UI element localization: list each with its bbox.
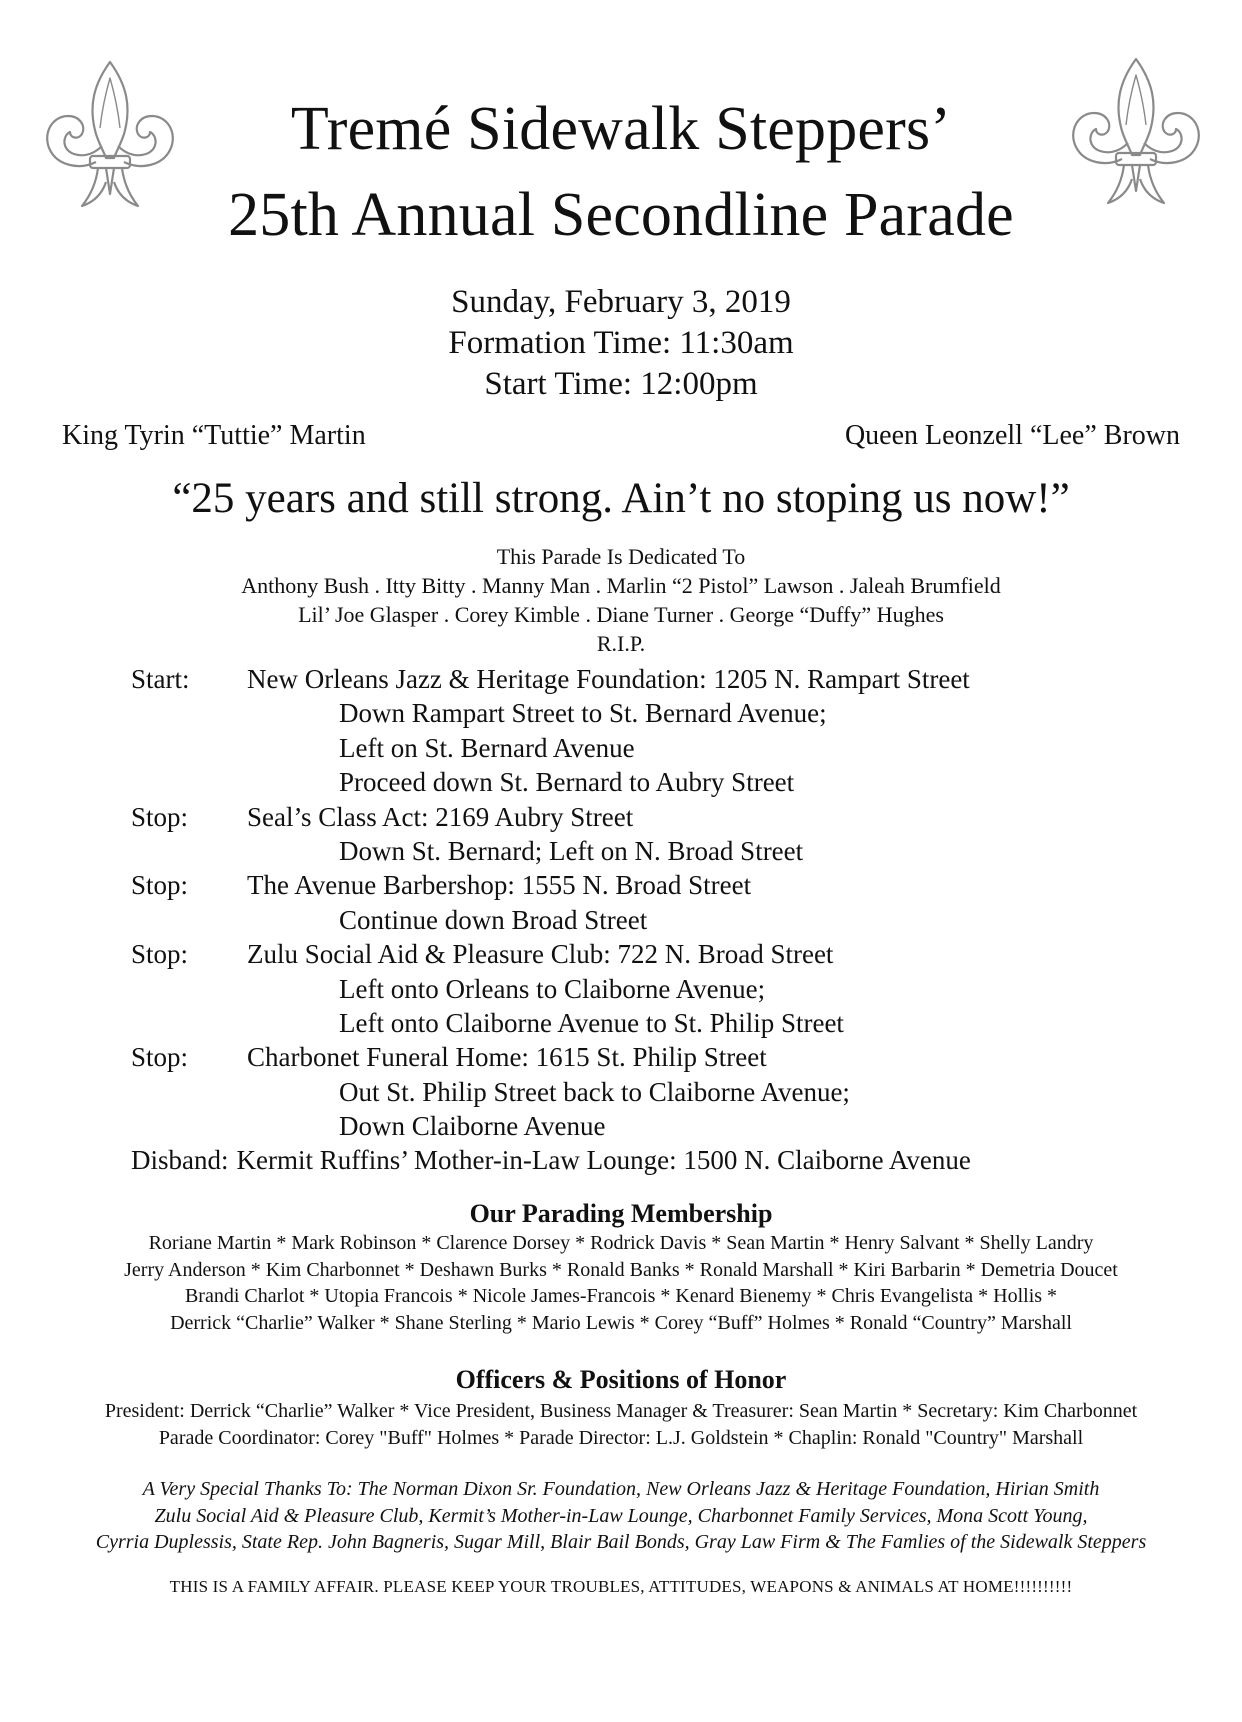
route-row (131, 868, 1211, 902)
dedication-rip: R.I.P. (596, 631, 646, 656)
route-row (131, 1109, 1211, 1143)
route-row (131, 765, 1211, 799)
title-line-1: Tremé Sidewalk Steppers’ (290, 95, 952, 163)
route-label: Stop: (131, 939, 189, 970)
route-text: Zulu Social Aid & Pleasure Club: 722 N. Broad Street (247, 939, 834, 970)
route-text: New Orleans Jazz & Heritage Foundation: 1205 N. Rampart Street (247, 664, 970, 694)
parade-king: King Tyrin “Tuttie” Martin (62, 420, 366, 451)
route-text: Out St. Philip Street back to Claiborne Avenue; (339, 1076, 850, 1107)
route-row (131, 903, 1211, 937)
dedication-names-line-1: Anthony Bush . Itty Bitty . Manny Man . Marlin “2 Pistol” Lawson . Jaleah Brumfield (241, 573, 1001, 598)
event-date: Sunday, February 3, 2019 (451, 284, 791, 320)
route-text: Down Claiborne Avenue (339, 1111, 606, 1142)
route-label: Stop: (131, 801, 189, 832)
dedication-names-line-2: Lil’ Joe Glasper . Corey Kimble . Diane Turner . George “Duffy” Hughes (298, 602, 944, 627)
thanks-line: Zulu Social Aid & Pleasure Club, Kermit’s Mother-in-Law Lounge, Charbonnet Family Services, Mona Scott Young, (154, 1504, 1088, 1527)
parade-route (131, 662, 1211, 1178)
officers-title: Officers & Positions of Honor (455, 1365, 787, 1394)
route-row (131, 972, 1211, 1006)
thanks-line: Cyrria Duplessis, State Rep. John Bagneris, Sugar Mill, Blair Bail Bonds, Gray Law Firm & The Famlies of the Sidewalk Steppers (95, 1531, 1147, 1553)
membership-title: Our Parading Membership (469, 1199, 773, 1228)
route-text: Continue down Broad Street (339, 904, 648, 935)
membership-line: Brandi Charlot * Utopia Francois * Nicole James-Francois * Kenard Bienemy * Chris Evangelista * Hollis * (184, 1285, 1058, 1307)
dedication-block (0, 542, 1242, 658)
title-line-2: 25th Annual Secondline Parade (228, 181, 1014, 249)
start-time: Start Time: 12:00pm (484, 366, 758, 402)
route-row (131, 834, 1211, 868)
officers-line: President: Derrick “Charlie” Walker * Vice President, Business Manager & Treasurer: Sean Martin * Secretary: Kim Charbonnet (104, 1400, 1138, 1422)
route-text: Seal’s Class Act: 2169 Aubry Street (247, 801, 634, 832)
route-text: Charbonet Funeral Home: 1615 St. Philip Street (247, 1042, 767, 1073)
route-text: Down Rampart Street to St. Bernard Avenue; (339, 698, 827, 729)
route-row (131, 937, 1211, 971)
thanks-line: A Very Special Thanks To: The Norman Dixon Sr. Foundation, New Orleans Jazz & Heritage Foundation, Hirian Smith (142, 1478, 1100, 1500)
route-row (131, 1006, 1211, 1040)
event-info (0, 282, 1242, 405)
route-label: Stop: (131, 1042, 189, 1073)
route-text: Left onto Orleans to Claiborne Avenue; (339, 973, 766, 1004)
route-label: Stop: (131, 870, 189, 901)
formation-time: Formation Time: 11:30am (448, 325, 794, 361)
disband-text: Kermit Ruffins’ Mother-in-Law Lounge: 1500 N. Claiborne Avenue (236, 1145, 971, 1176)
membership-line: Jerry Anderson * Kim Charbonnet * Deshawn Burks * Ronald Banks * Ronald Marshall * Kiri Barbarin * Demetria Doucet (124, 1258, 1118, 1281)
route-row (131, 1040, 1211, 1074)
flyer-title (0, 86, 1242, 258)
membership-line: Derrick “Charlie” Walker * Shane Sterling * Mario Lewis * Corey “Buff” Holmes * Ronald “Country” Marshall (170, 1311, 1072, 1334)
route-disband-row (131, 1143, 1211, 1177)
membership-line: Roriane Martin * Mark Robinson * Clarence Dorsey * Rodrick Davis * Sean Martin * Henry Salvant * Shelly Landry (148, 1232, 1094, 1254)
route-text: Proceed down St. Bernard to Aubry Street (339, 767, 795, 798)
route-text: The Avenue Barbershop: 1555 N. Broad Street (247, 870, 752, 901)
route-row (131, 800, 1211, 834)
officers-line: Parade Coordinator: Corey "Buff" Holmes * Parade Director: L.J. Goldstein * Chaplin: Ronald "Country" Marshall (158, 1426, 1084, 1449)
route-text: Left onto Claiborne Avenue to St. Philip Street (339, 1007, 844, 1038)
special-thanks (0, 1476, 1242, 1556)
officers-list (0, 1398, 1242, 1451)
parade-queen: Queen Leonzell “Lee” Brown (844, 420, 1180, 451)
dedication-heading: This Parade Is Dedicated To (496, 544, 746, 569)
route-row (131, 1075, 1211, 1109)
route-text: Down St. Bernard; Left on N. Broad Street (339, 835, 804, 866)
disband-label: Disband: (131, 1145, 229, 1176)
route-row (131, 731, 1211, 765)
route-text: Left on St. Bernard Avenue (339, 732, 635, 763)
membership-list (0, 1230, 1242, 1336)
route-row (131, 662, 1211, 696)
family-affair-notice: THIS IS A FAMILY AFFAIR. PLEASE KEEP YOUR TROUBLES, ATTITUDES, WEAPONS & ANIMALS AT HOME!!!!!!!!!! (169, 1577, 1073, 1596)
route-label: Start: (131, 664, 190, 694)
parade-motto: “25 years and still strong. Ain’t no stoping us now!” (172, 475, 1070, 522)
route-row (131, 696, 1211, 730)
